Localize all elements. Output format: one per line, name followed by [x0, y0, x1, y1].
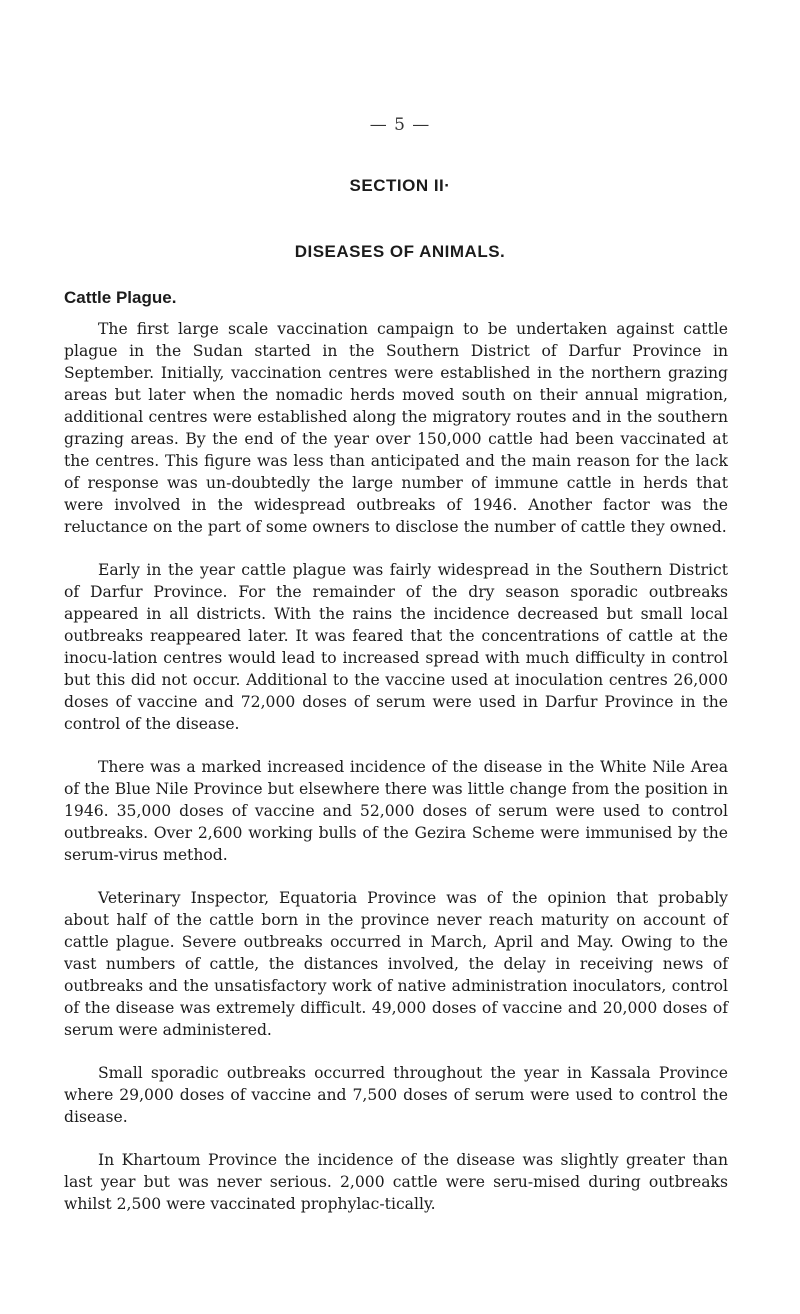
section-title: SECTION II·	[349, 176, 451, 195]
paragraph: Veterinary Inspector, Equatoria Province was of the opinion that probably about half of the cattle born in the province never reach maturity on account of cattle plague. Severe outbreaks occurred in March, April and May. Owing to the vast numbers of cattle, the distances involved, the delay in receiving news of outbreaks and the unsatisfactory work of native administration inoculators, control of the disease was extremely difficult. 49,000 doses of vaccine and 20,000 doses of serum were administered.	[64, 889, 728, 1039]
paragraph: In Khartoum Province the incidence of the disease was slightly greater than last year but was never serious. 2,000 cattle were seru-mised during outbreaks whilst 2,500 were vaccinated prophylac-tically.	[64, 1151, 728, 1213]
body-text	[64, 318, 728, 1236]
paragraph: The first large scale vaccination campaign to be undertaken against cattle plague in the Sudan started in the Southern District of Darfur Province in September. Initially, vaccination centres were established in the northern grazing areas but later when the nomadic herds moved south on their annual migration, additional centres were established along the migratory routes and in the southern grazing areas. By the end of the year over 150,000 cattle had been vaccinated at the centres. This figure was less than anticipated and the main reason for the lack of response was un-doubtedly the large number of immune cattle in herds that were involved in the widespread outbreaks of 1946. Another factor was the reluctance on the part of some owners to disclose the number of cattle they owned.	[64, 320, 728, 536]
page-number: — 5 —	[369, 115, 431, 135]
paragraph: Small sporadic outbreaks occurred throughout the year in Kassala Province where 29,000 doses of vaccine and 7,500 doses of serum were used to control the disease.	[64, 1064, 728, 1126]
subsection-heading: Cattle Plague.	[64, 288, 177, 307]
paragraph: There was a marked increased incidence of the disease in the White Nile Area of the Blue Nile Province but elsewhere there was little change from the position in 1946. 35,000 doses of vaccine and 52,000 doses of serum were used to control outbreaks. Over 2,600 working bulls of the Gezira Scheme were immunised by the serum-virus method.	[64, 758, 728, 864]
chapter-heading: DISEASES OF ANIMALS.	[294, 242, 506, 261]
paragraph: Early in the year cattle plague was fairly widespread in the Southern District of Darfur Province. For the remainder of the dry season sporadic outbreaks appeared in all districts. With the rains the incidence decreased but small local outbreaks reappeared later. It was feared that the concentrations of cattle at the inocu-lation centres would lead to increased spread with much difficulty in control but this did not occur. Additional to the vaccine used at inoculation centres 26,000 doses of vaccine and 72,000 doses of serum were used in Darfur Province in the control of the disease.	[64, 561, 728, 733]
